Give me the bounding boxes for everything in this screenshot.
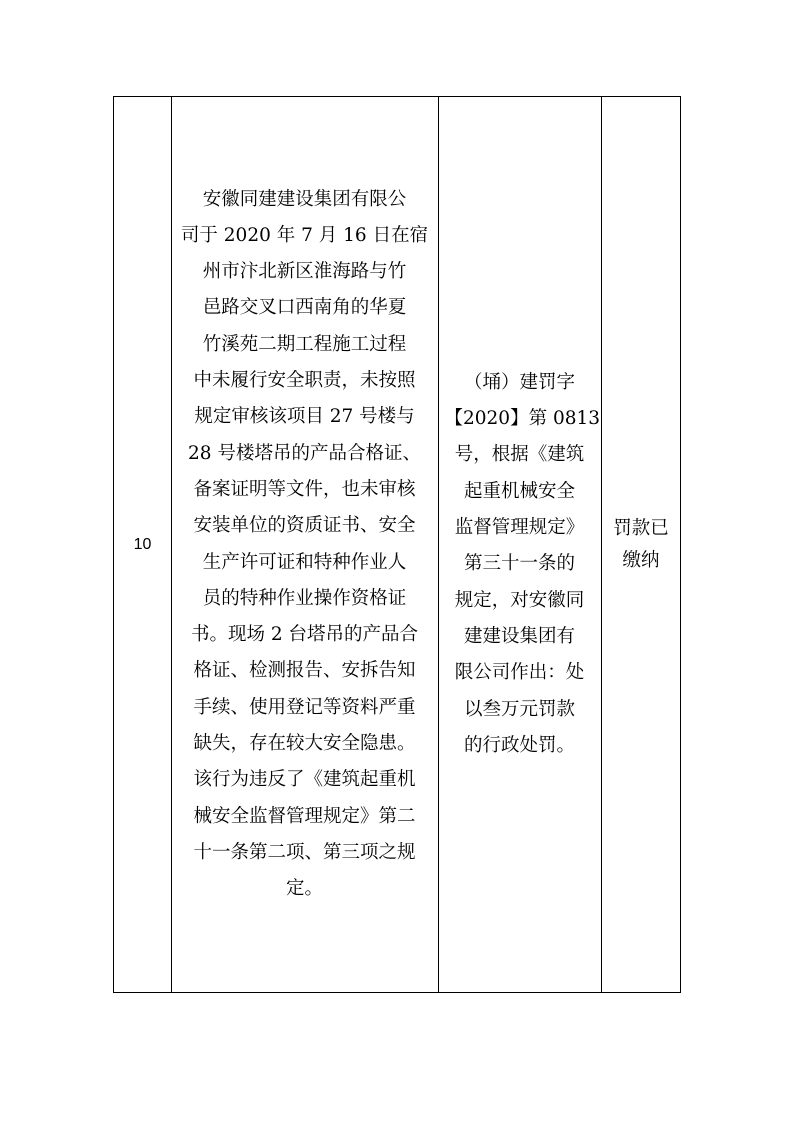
- row-number-cell: [114, 97, 171, 992]
- penalty-decision-cell: [438, 97, 601, 992]
- row-number: 10: [133, 535, 152, 553]
- penalty-table: [113, 96, 681, 993]
- execution-status-cell: [601, 97, 681, 992]
- violation-description-cell: [171, 97, 438, 992]
- violation-description: 安徽同建建设集团有限公 司于 2020 年 7 月 16 日在宿 州市汴北新区淮海路与竹 邑路交叉口西南角的华夏 竹溪苑二期工程施工过程 中未履行安全职责，未按照 规定审核该项目 27 号楼与 28 号楼塔吊的产品合格证、 备案证明等文件，也未审核 安装单位的资质证书、安全 生产许可证和特种作业人 员的特种作业操作资格证 书。现场 2 台塔吊的产品合 格证、检测报告、安拆告知 手续、使用登记等资料严重 缺失，存在较大安全隐患。 该行为违反了《建筑起重机 械安全监督管理规定》第二 十一条第二项、第三项之规 定。: [180, 188, 429, 900]
- execution-status: 罚款已 缴纳: [613, 517, 669, 571]
- penalty-decision: （埇）建罚字 【2020】第 0813 号，根据《建筑 起重机械安全 监督管理规定》 第三十一条的 规定，对安徽同 建建设集团有 限公司作出：处 以叁万元罚款 的行政处罚。: [444, 371, 601, 756]
